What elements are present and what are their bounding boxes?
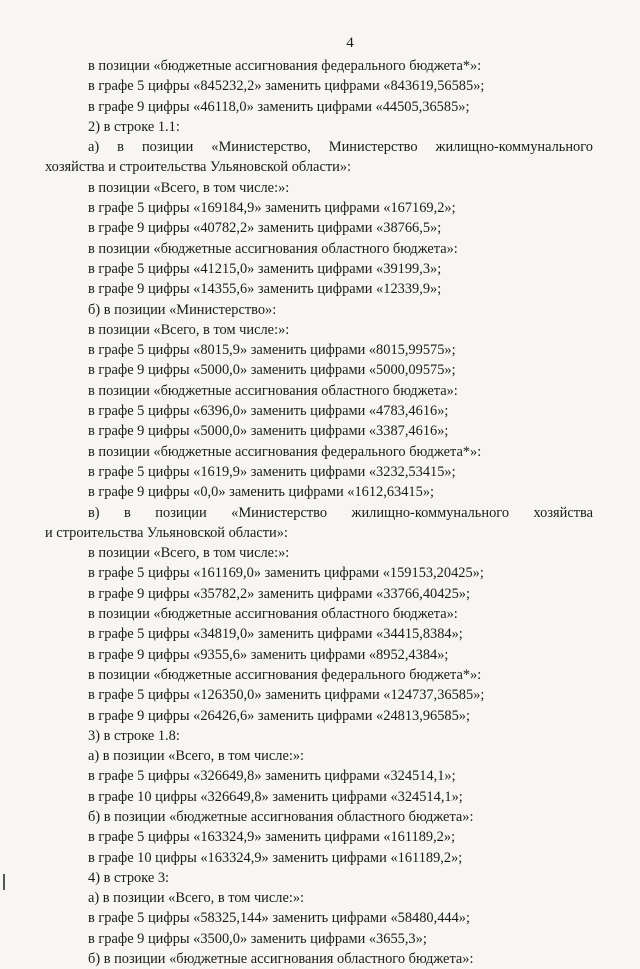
text-line: в графе 5 цифры «161169,0» заменить цифрами «159153,20425»; [88, 565, 484, 582]
text-line: а) в позиции «Всего, в том числе:»: [88, 890, 305, 907]
text-line: в графе 9 цифры «0,0» заменить цифрами «1612,63415»; [88, 484, 435, 501]
text-line: в графе 5 цифры «8015,9» заменить цифрами «8015,99575»; [88, 342, 456, 359]
text-line: в графе 5 цифры «326649,8» заменить цифрами «324514,1»; [88, 768, 456, 785]
text-line: 3) в строке 1.8: [88, 727, 180, 744]
text-line: а) в позиции «Министерство, Министерство жилищно-коммунального [88, 139, 593, 156]
text-line: в графе 9 цифры «3500,0» заменить цифрами «3655,3»; [88, 930, 427, 947]
text-line: в позиции «бюджетные ассигнования областного бюджета»: [88, 382, 458, 399]
text-line: в позиции «Всего, в том числе:»: [88, 545, 290, 562]
document-body [45, 56, 612, 969]
text-line: в позиции «бюджетные ассигнования федерального бюджета*»: [88, 443, 482, 460]
text-line: и строительства Ульяновской области»: [45, 524, 288, 541]
text-line: в графе 9 цифры «35782,2» заменить цифрами «33766,40425»; [88, 585, 470, 602]
text-line: в графе 5 цифры «34819,0» заменить цифрами «34415,8384»; [88, 626, 463, 643]
text-line: хозяйства и строительства Ульяновской области»: [45, 159, 352, 176]
text-line: б) в позиции «бюджетные ассигнования областного бюджета»: [88, 951, 474, 968]
text-line: в графе 9 цифры «14355,6» заменить цифрами «12339,9»; [88, 281, 442, 298]
text-line: в графе 5 цифры «126350,0» заменить цифрами «124737,36585»; [88, 687, 485, 704]
text-line: в позиции «бюджетные ассигнования федерального бюджета*»: [88, 58, 482, 74]
text-line: 4) в строке 3: [88, 869, 170, 886]
text-line: в позиции «Всего, в том числе:»: [88, 321, 290, 338]
text-line: в графе 9 цифры «46118,0» заменить цифрами «44505,36585»; [88, 98, 470, 115]
page-number: 4 [346, 35, 354, 51]
text-line: б) в позиции «бюджетные ассигнования областного бюджета»: [88, 808, 474, 825]
text-line: в графе 5 цифры «169184,9» заменить цифрами «167169,2»; [88, 200, 456, 217]
text-line: в позиции «бюджетные ассигнования областного бюджета»: [88, 240, 458, 257]
text-line: в позиции «Всего, в том числе:»: [88, 179, 290, 196]
text-line: в графе 5 цифры «41215,0» заменить цифрами «39199,3»; [88, 260, 442, 277]
text-line: в графе 5 цифры «6396,0» заменить цифрами «4783,4616»; [88, 403, 449, 420]
scan-edge-mark [3, 874, 5, 890]
text-line: б) в позиции «Министерство»: [88, 301, 277, 318]
text-line: в позиции «бюджетные ассигнования федерального бюджета*»: [88, 666, 482, 683]
text-line: в графе 5 цифры «58325,144» заменить цифрами «58480,444»; [88, 910, 470, 927]
text-line: в графе 10 цифры «163324,9» заменить цифрами «161189,2»; [88, 849, 463, 866]
text-line: в графе 9 цифры «5000,0» заменить цифрами «5000,09575»; [88, 362, 456, 379]
text-line: а) в позиции «Всего, в том числе:»: [88, 748, 305, 765]
text-line: в графе 5 цифры «163324,9» заменить цифрами «161189,2»; [88, 829, 456, 846]
text-line: в графе 9 цифры «5000,0» заменить цифрами «3387,4616»; [88, 423, 449, 440]
text-line: в графе 10 цифры «326649,8» заменить цифрами «324514,1»; [88, 788, 463, 805]
text-line: в позиции «бюджетные ассигнования областного бюджета»: [88, 606, 458, 623]
text-line: в графе 9 цифры «26426,6» заменить цифрами «24813,96585»; [88, 707, 470, 724]
text-line: в графе 9 цифры «40782,2» заменить цифрами «38766,5»; [88, 220, 442, 237]
text-line: в графе 9 цифры «9355,6» заменить цифрами «8952,4384»; [88, 646, 449, 663]
text-line: в) в позиции «Министерство жилищно-коммунального хозяйства [88, 504, 593, 521]
text-line: в графе 5 цифры «1619,9» заменить цифрами «3232,53415»; [88, 463, 456, 480]
text-line: 2) в строке 1.1: [88, 118, 180, 135]
text-line: в графе 5 цифры «845232,2» заменить цифрами «843619,56585»; [88, 78, 485, 95]
